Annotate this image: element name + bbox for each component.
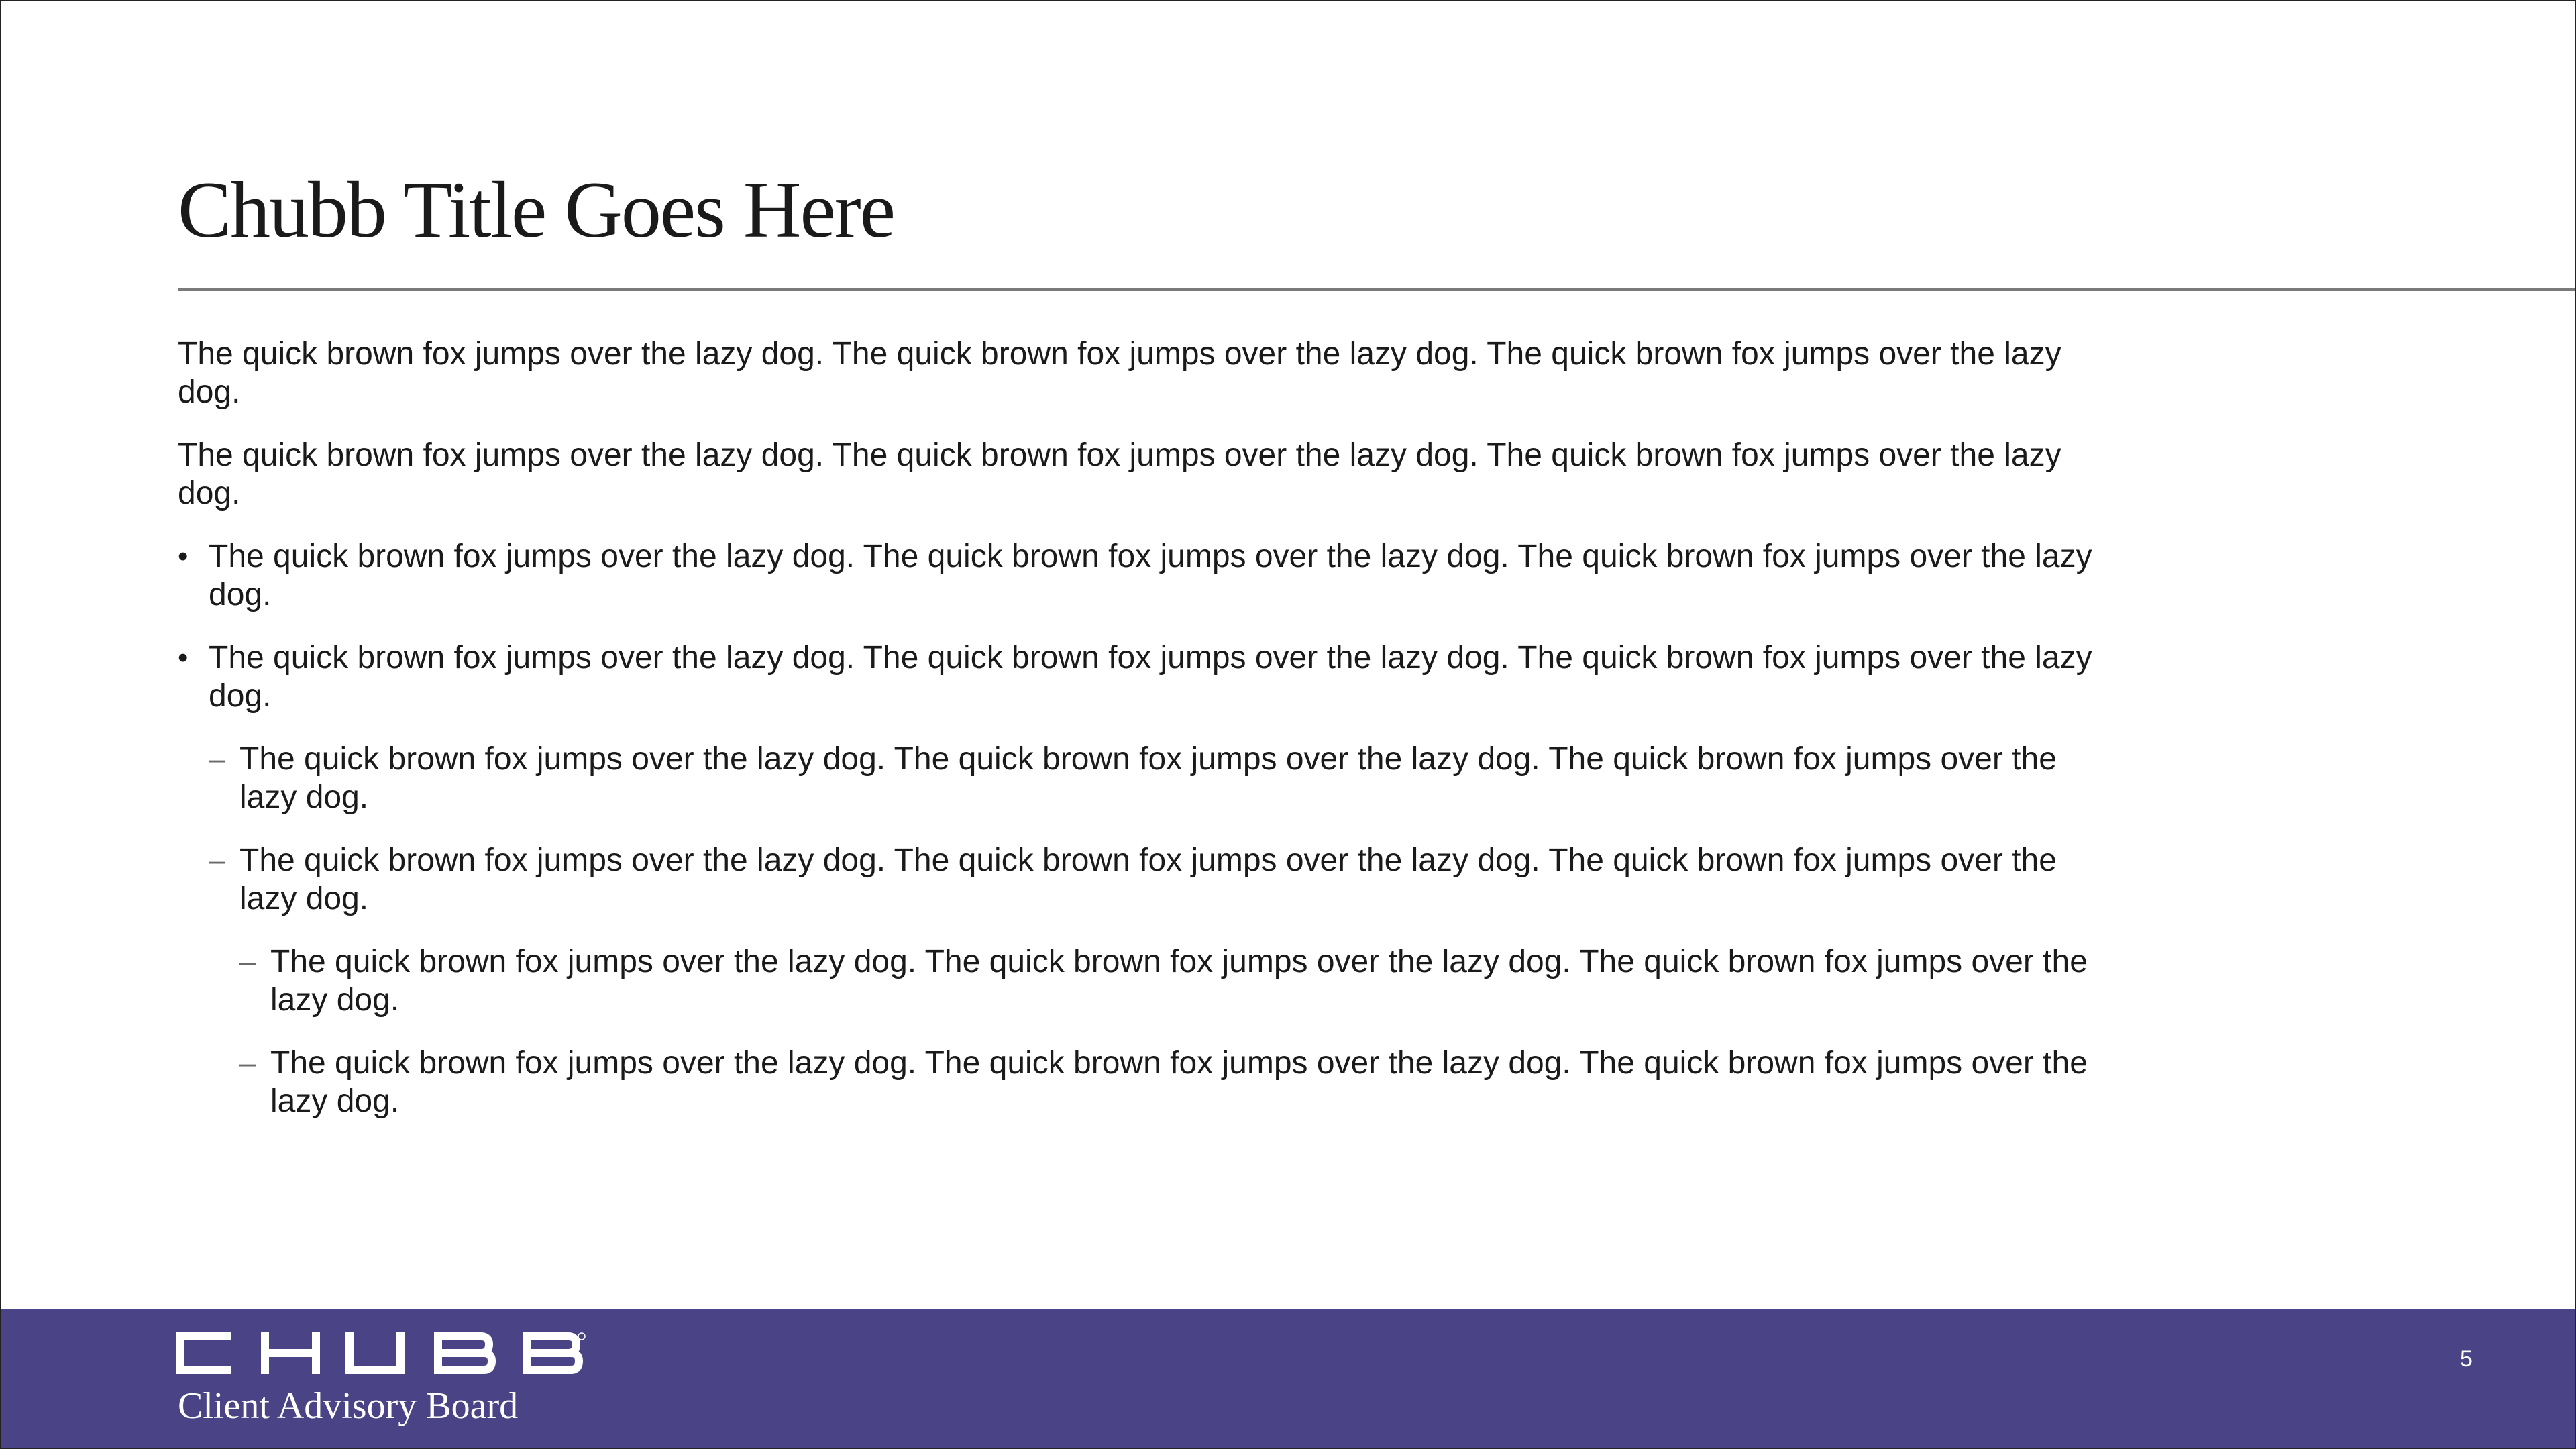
sub-bullet-item xyxy=(178,841,2110,918)
sub-sub-bullet-item xyxy=(178,943,2110,1019)
slide-body xyxy=(178,335,2110,1145)
body-paragraph: The quick brown fox jumps over the lazy dog. The quick brown fox jumps over the lazy dog. The quick brown fox jumps over the lazy dog. xyxy=(178,336,2061,410)
bullet-item xyxy=(178,537,2110,614)
sub-sub-bullet-text: The quick brown fox jumps over the lazy dog. The quick brown fox jumps over the lazy dog. The quick brown fox jumps over the lazy dog. xyxy=(270,1045,2088,1119)
sub-bullet-text: The quick brown fox jumps over the lazy dog. The quick brown fox jumps over the lazy dog. The quick brown fox jumps over the lazy dog. xyxy=(239,741,2057,815)
sub-sub-bullet-text: The quick brown fox jumps over the lazy dog. The quick brown fox jumps over the lazy dog. The quick brown fox jumps over the lazy dog. xyxy=(270,944,2088,1018)
footer-bar xyxy=(1,1309,2576,1449)
page-number: 5 xyxy=(2460,1346,2473,1372)
sub-bullet-item xyxy=(178,740,2110,816)
bullet-item xyxy=(178,639,2110,715)
bullet-text: The quick brown fox jumps over the lazy dog. The quick brown fox jumps over the lazy dog. The quick brown fox jumps over the lazy dog. xyxy=(209,539,2092,612)
slide-title: Chubb Title Goes Here xyxy=(178,165,894,254)
body-paragraph: The quick brown fox jumps over the lazy dog. The quick brown fox jumps over the lazy dog. The quick brown fox jumps over the lazy dog. xyxy=(178,437,2061,511)
dash-marker: – xyxy=(209,844,225,877)
bullet-marker: • xyxy=(178,641,189,674)
sub-bullet-text: The quick brown fox jumps over the lazy dog. The quick brown fox jumps over the lazy dog. The quick brown fox jumps over the lazy dog. xyxy=(239,843,2057,916)
sub-sub-bullet-item xyxy=(178,1044,2110,1120)
footer-subtitle: Client Advisory Board xyxy=(178,1385,519,1427)
dash-marker: – xyxy=(239,945,256,978)
bullet-text: The quick brown fox jumps over the lazy dog. The quick brown fox jumps over the lazy dog. The quick brown fox jumps over the lazy dog. xyxy=(209,640,2092,714)
dash-marker: – xyxy=(209,743,225,775)
bullet-marker: • xyxy=(178,540,189,573)
title-divider xyxy=(178,288,2576,291)
chubb-logo xyxy=(176,1332,587,1381)
dash-marker: – xyxy=(239,1046,256,1079)
